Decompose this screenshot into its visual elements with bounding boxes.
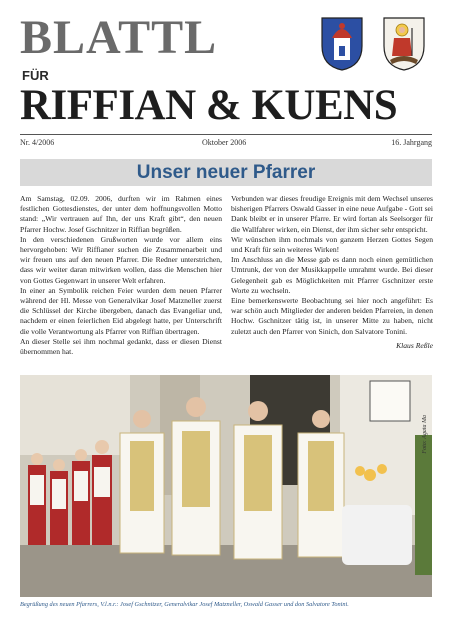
article-paragraph: Wir wünschen ihm nochmals von ganzem Herzen Gottes Segen und Kraft für sein weiteres Wirken! [231, 234, 433, 255]
kuens-coat-of-arms-icon [382, 16, 426, 72]
masthead-title-blattl: BLATTL [20, 11, 218, 64]
article-column-right [231, 194, 433, 351]
article-paragraph: Verbunden war dieses freudige Ereignis mit dem Wechsel unseres bisherigen Pfarrers Oswald Gasser in eine neue Aufgabe - Gott sei Dank bleibt er in unserer Pfarre. Er wird fortan als Seelsorger für die Wallfahrer wirken, ein Dienst, der ihm sicher sehr entspricht. [231, 194, 433, 234]
photo-credit: Foto: Agata Ma [422, 415, 428, 454]
article-paragraph: Eine bemerkenswerte Beobachtung sei hier noch angeführt: Es war schön auch Mitglieder der anderen beiden Pfarreien, in denen Hochw. Gschnitzer tätig ist, in unserer Mitte zu haben, nicht zuletzt auch den Pfarrer von Sinich, don Salvatore Tonini. [231, 296, 433, 336]
headline-banner [20, 159, 432, 186]
article-paragraph: In den verschiedenen Grußworten wurde vor allem eins hervorgehoben: Wir Riffianer suchen die Zusammenarbeit und wir freuen uns auf den neuen Pfarrer. Die Redner unterstrichen, dass wir weiter daran mitwirken wollen, dass die Menschen hier von Gottes Gegenwart in unserer Welt erfahren. [20, 234, 222, 285]
issue-number: Nr. 4/2006 [20, 138, 55, 147]
article-paragraph: Im Anschluss an die Messe gab es dann noch einen gemütlichen Umtrunk, der von der Musikkappelle umrahmt wurde. Bei dieser Gelegenheit gab es Möglichkeiten mit Pfarrer Gschnitzer erste Worte zu wechseln. [231, 255, 433, 295]
article-paragraph: An dieser Stelle sei ihm nochmal gedankt, dass er diesen Dienst übernommen hat. [20, 336, 222, 357]
issue-date: Oktober 2006 [202, 138, 247, 147]
article-paragraph: Am Samstag, 02.09. 2006, durften wir im Rahmen eines festlichen Gottesdienstes, der unter dem hoffnungsvollen Motto stand: „Wir vertrauen auf Ihn, der uns Kraft gibt“, den neuen Pfarrer Hochw. Josef Gschnitzer in Riffian begrüßen. [20, 194, 222, 234]
masthead [20, 11, 432, 130]
masthead-title-fuer: FÜR [22, 68, 49, 83]
issue-info-bar [20, 134, 432, 147]
article-column-left [20, 194, 222, 357]
article-paragraph: In einer an Symbolik reichen Feier wurden dem neuen Pfarrer während der Hl. Messe von Generalvikar Josef Matzneller zuerst die Schlüssel der Kirche übergeben, danach das Evangeliar und, nachdem er einen feierlichen Eid abgelegt hatte, per Unterschrift die volle Verantwortung als Pfarrer von Riffian übertragen. [20, 285, 222, 336]
clergy-group-photo [20, 375, 432, 597]
masthead-title-riffian-kuens: RIFFIAN & KUENS [20, 82, 398, 129]
article-headline: Unser neuer Pfarrer [136, 162, 316, 183]
article-author: Klaus Reßle [396, 340, 433, 350]
article-photo [20, 375, 432, 597]
riffian-coat-of-arms-icon [320, 16, 364, 72]
photo-caption: Begrüßung des neuen Pfarrers, V.l.n.r.: Josef Gschnitzer, Generalvikar Josef Matzneller, Oswald Gasser und don Salvatore Tonini. [20, 601, 349, 608]
issue-volume: 16. Jahrgang [391, 138, 432, 147]
